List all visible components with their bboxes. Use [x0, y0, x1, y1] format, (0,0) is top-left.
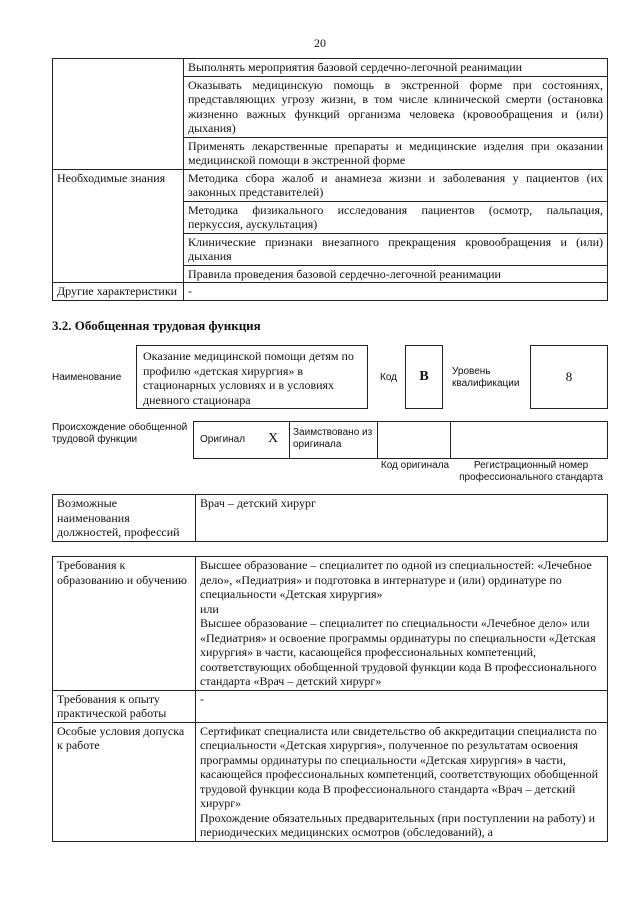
origin-original-cell	[194, 422, 290, 458]
table-cell: Клинические признаки внезапного прекращения кровообращения и (или) дыхания	[184, 233, 608, 265]
requirements-table	[52, 556, 608, 842]
origin-code-cell	[377, 422, 451, 458]
name-label: Наименование	[52, 372, 122, 383]
code-original-caption: Код оригинала	[380, 460, 450, 471]
table-cell	[196, 557, 608, 691]
table-cell: Врач – детский хирург	[196, 495, 608, 542]
origin-reg-cell	[450, 422, 607, 458]
reg-number-caption: Регистрационный номер профессионального стандарта	[459, 460, 603, 483]
table-row	[53, 722, 608, 841]
table-cell: Методика сбора жалоб и анамнеза жизни и заболевания у пациентов (их законных представителей)	[184, 169, 608, 201]
table-cell: Оказывать медицинскую помощь в экстренной форме при состояниях, представляющих угрозу жизни, в том числе клинической смерти (остановка жизненно важных функций организма человека (кровообращения и (или) дыхания)	[184, 76, 608, 137]
code-label: Код	[380, 372, 398, 383]
table-row	[53, 495, 608, 542]
original-mark: X	[268, 431, 279, 446]
table-cell: Методика физикального исследования пациентов (осмотр, пальпация, перкуссия, аускультация)	[184, 201, 608, 233]
origin-borrowed-cell	[289, 422, 378, 458]
row-label: Особые условия допуска к работе	[53, 722, 196, 841]
table-cell	[196, 722, 608, 841]
table-row	[53, 557, 608, 691]
original-label: Оригинал	[200, 434, 246, 445]
origin-label: Происхождение обобщенной трудовой функции	[52, 422, 188, 445]
origin-row	[193, 421, 608, 459]
cell-line: Прохождение обязательных предварительных (при поступлении на работу) и периодических медицинских осмотров (обследований), а	[200, 810, 596, 839]
table-cell: Применять лекарственные препараты и медицинские изделия при оказании медицинской помощи в экстренной форме	[184, 137, 608, 169]
table-row	[53, 169, 608, 201]
cell-line: или	[200, 601, 219, 616]
level-label: Уровень квалификации	[452, 366, 520, 389]
table-cell: Выполнять мероприятия базовой сердечно-легочной реанимации	[184, 59, 608, 77]
table-cell: Правила проведения базовой сердечно-легочной реанимации	[184, 265, 608, 283]
skills-knowledge-table	[52, 58, 608, 301]
table-row	[53, 690, 608, 722]
row-label	[53, 59, 184, 170]
job-titles-table	[52, 494, 608, 542]
table-cell: -	[184, 283, 608, 301]
code-box	[405, 345, 443, 409]
row-label: Возможные наименования должностей, профессий	[53, 495, 196, 542]
table-cell: -	[196, 690, 608, 722]
row-label: Требования к опыту практической работы	[53, 690, 196, 722]
function-name-box	[136, 345, 368, 409]
code-value: В	[419, 369, 429, 384]
page-number: 20	[314, 36, 326, 50]
row-label: Другие характеристики	[53, 283, 184, 301]
borrowed-label: Заимствовано из оригинала	[293, 427, 373, 450]
cell-line: Сертификат специалиста или свидетельство об аккредитации специалиста по специальности «Детская хирургия», полученное по результатам освоения программы ординатуры по специальности «Детская хирургия» в части, касающейся профессиональных компетенций, соответствующих обобщенной трудовой функции кода В профессионального стандарта «Врач – детский хирург»	[200, 723, 599, 810]
table-row	[53, 283, 608, 301]
row-label: Требования к образованию и обучению	[53, 557, 196, 691]
level-box	[530, 345, 608, 409]
level-value: 8	[565, 369, 573, 384]
section-heading: 3.2. Обобщенная трудовая функция	[52, 318, 261, 333]
cell-line: Высшее образование – специалитет по специальности «Лечебное дело» или «Педиатрия» и освоение программы ординатуры по специальности «Детская хирургия» в части, касающейся профессиональных компетенций, соответствующих обобщенной трудовой функции кода В профессионального стандарта «Врач – детский хирург»	[200, 616, 597, 688]
table-row	[53, 59, 608, 77]
row-label: Необходимые знания	[53, 169, 184, 283]
cell-line: Высшее образование – специалитет по одной из специальностей: «Лечебное дело», «Педиатрия» и подготовка в интернатуре и (или) ординатуре по специальности «Детская хирургия»	[200, 558, 592, 601]
function-name-value: Оказание медицинской помощи детям по профилю «детская хирургия» в стационарных условиях и в условиях дневного стационара	[143, 349, 354, 407]
